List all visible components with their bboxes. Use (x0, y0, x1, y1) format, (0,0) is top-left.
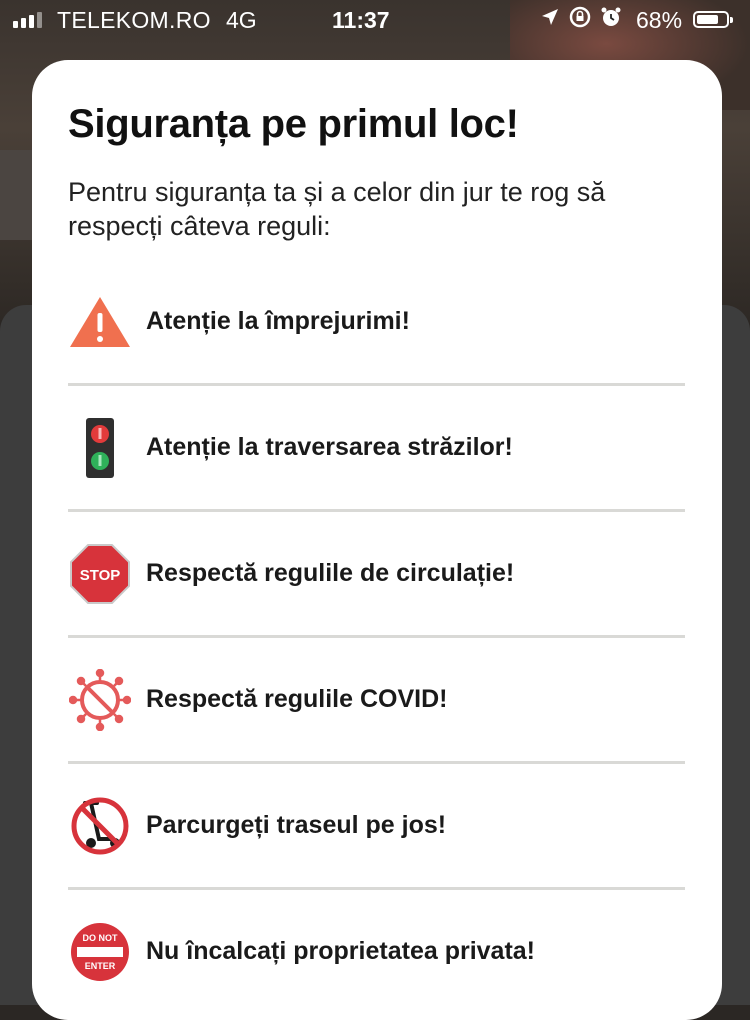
do-not-enter-sign-text: ENTER (84, 960, 116, 971)
rule-label: Respectă regulile COVID! (146, 685, 448, 713)
rule-item (68, 386, 685, 512)
rule-label: Nu încalcați proprietatea privata! (146, 937, 536, 965)
alarm-icon (600, 6, 622, 28)
status-bar (0, 0, 750, 40)
svg-text:STOP: STOP (79, 566, 121, 584)
rule-item (68, 638, 685, 764)
stop-sign-icon (66, 540, 134, 608)
no-scooter-icon (66, 792, 134, 860)
traffic-light-icon (66, 414, 134, 482)
carrier-name: TELEKOM.RO (57, 7, 211, 33)
rule-label: Respectă regulile de circulație! (146, 559, 515, 587)
do-not-enter-icon (66, 918, 134, 986)
rule-label: Parcurgeți traseul pe jos! (146, 811, 447, 839)
clock: 11:37 (332, 7, 390, 33)
location-arrow-icon (540, 7, 560, 27)
modal-intro: Pentru siguranța ta și a celor din jur te rog să respecți câteva reguli: (68, 177, 606, 241)
do-not-enter-sign-text: DO NOT (82, 932, 118, 943)
signal-strength-icon (13, 12, 42, 28)
modal-title: Siguranța pe primul loc! (68, 102, 519, 146)
warning-triangle-icon (66, 288, 134, 356)
rules-list (68, 260, 685, 1013)
rule-item (68, 512, 685, 638)
rule-item (68, 890, 685, 1013)
rule-item (68, 764, 685, 890)
safety-modal (32, 60, 722, 1020)
network-type: 4G (226, 7, 257, 33)
rule-label: Atenție la traversarea străzilor! (146, 433, 513, 461)
battery-percent: 68% (636, 7, 683, 33)
rule-label: Atenție la împrejurimi! (146, 307, 410, 335)
rotation-lock-icon (569, 6, 591, 28)
no-virus-icon (66, 666, 134, 734)
battery-icon (693, 11, 729, 28)
rule-item (68, 260, 685, 386)
